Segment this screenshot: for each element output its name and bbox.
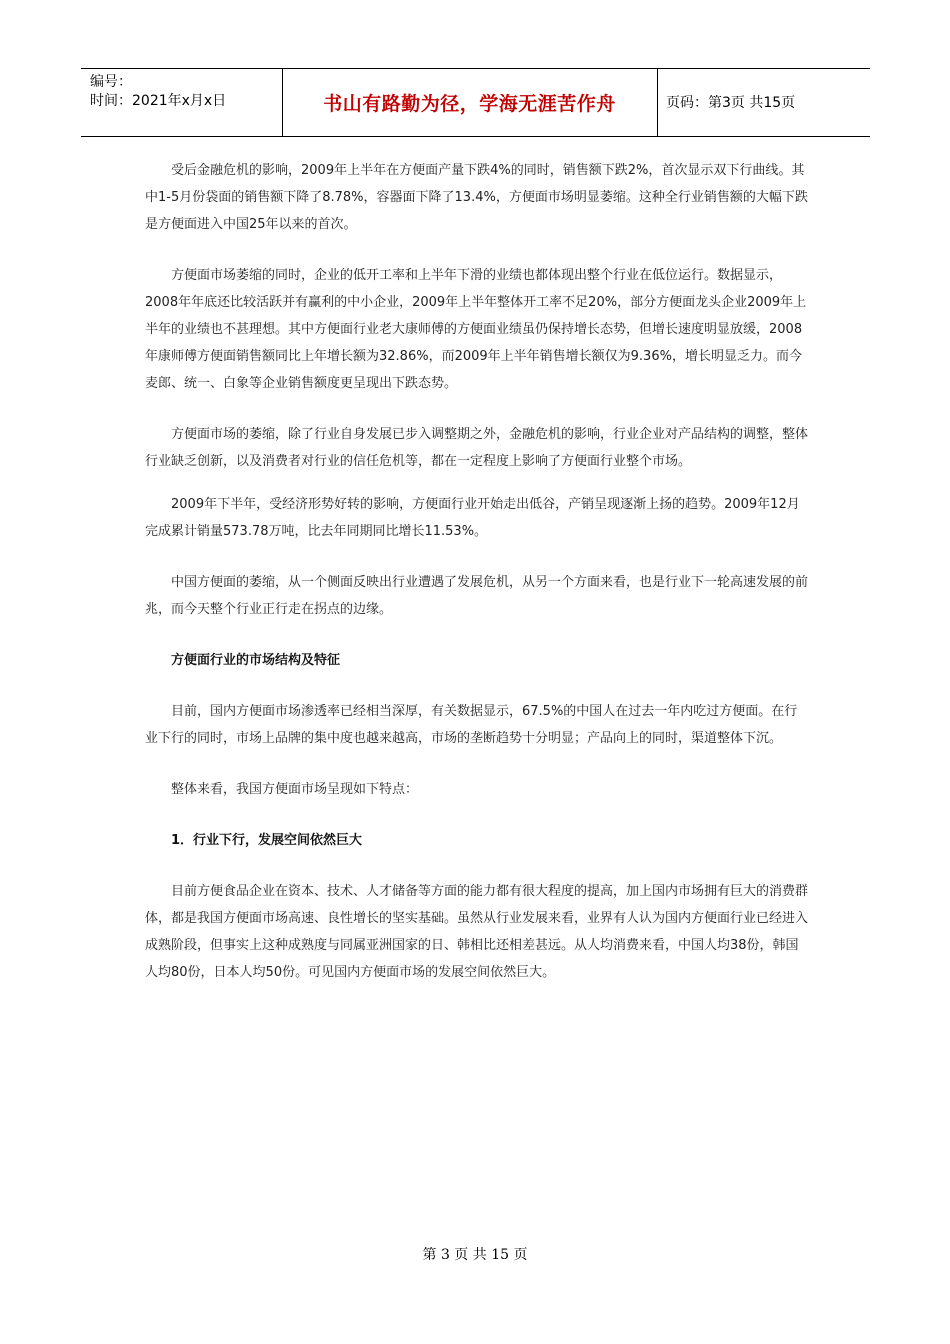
paragraph: 目前方便食品企业在资本、技术、人才储备等方面的能力都有很大程度的提高，加上国内市场拥有巨大的消费群体，都是我国方便面市场高速、良性增长的坚实基础。虽然从行业发展来看，业界有人认为国内方便面行业已经进入成熟阶段，但事实上这种成熟度与同属亚洲国家的日、韩相比还相差甚远。从人均消费来看，中国人均38份，韩国人均80份，日本人均50份。可见国内方便面市场的发展空间依然巨大。	[145, 884, 809, 980]
header-meta-cell	[81, 69, 283, 136]
header-page-cell	[658, 69, 870, 136]
document-date-label: 时间：2021年x月x日	[90, 93, 227, 109]
header-page-info: 页码：第3页 共15页	[666, 95, 796, 111]
paragraph: 受后金融危机的影响，2009年上半年在方便面产量下跌4%的同时，销售额下跌2%，首次显示双下行曲线。其中1-5月份袋面的销售额下降了8.78%，容器面下降了13.4%，方便面市场明显萎缩。这种全行业销售额的大幅下跌是方便面进入中国25年以来的首次。	[145, 163, 808, 232]
paragraph: 目前，国内方便面市场渗透率已经相当深厚，有关数据显示，67.5%的中国人在过去一年内吃过方便面。在行业下行的同时，市场上品牌的集中度也越来越高，市场的垄断趋势十分明显；产品向上的同时，渠道整体下沉。	[145, 704, 798, 746]
header-motto: 书山有路勤为径，学海无涯苦作舟	[323, 93, 616, 115]
header-motto-cell	[282, 69, 658, 136]
paragraph: 整体来看，我国方便面市场呈现如下特点：	[171, 782, 419, 797]
paragraph: 2009年下半年，受经济形势好转的影响，方便面行业开始走出低谷，产销呈现逐渐上扬的趋势。2009年12月完成累计销量573.78万吨，比去年同期同比增长11.53%。	[145, 497, 800, 539]
paragraph: 中国方便面的萎缩，从一个侧面反映出行业遭遇了发展危机，从另一个方面来看，也是行业下一轮高速发展的前兆，而今天整个行业正行走在拐点的边缘。	[145, 575, 809, 617]
paragraph: 方便面市场萎缩的同时，企业的低开工率和上半年下滑的业绩也都体现出整个行业在低位运行。数据显示，2008年年底还比较活跃并有赢利的中小企业，2009年上半年整体开工率不足20%，部分方便面龙头企业2009年上半年的业绩也不甚理想。其中方便面行业老大康师傅的方便面业绩虽仍保持增长态势，但增长速度明显放缓，2008年康师傅方便面销售额同比上年增长额为32.86%，而2009年上半年销售增长额仅为9.36%，增长明显乏力。而今麦郎、统一、白象等企业销售额度更呈现出下跌态势。	[145, 268, 807, 391]
document-body	[145, 157, 810, 986]
section-heading: 方便面行业的市场结构及特征	[171, 653, 341, 668]
paragraph: 方便面市场的萎缩，除了行业自身发展已步入调整期之外，金融危机的影响，行业企业对产品结构的调整，整体行业缺乏创新，以及消费者对行业的信任危机等，都在一定程度上影响了方便面行业整个市场。	[145, 427, 809, 469]
page-header	[81, 68, 870, 137]
subsection-heading: 1．行业下行，发展空间依然巨大	[171, 833, 363, 848]
page-footer: 第 3 页 共 15 页	[422, 1247, 528, 1263]
document-number-label: 编号：	[90, 74, 132, 90]
